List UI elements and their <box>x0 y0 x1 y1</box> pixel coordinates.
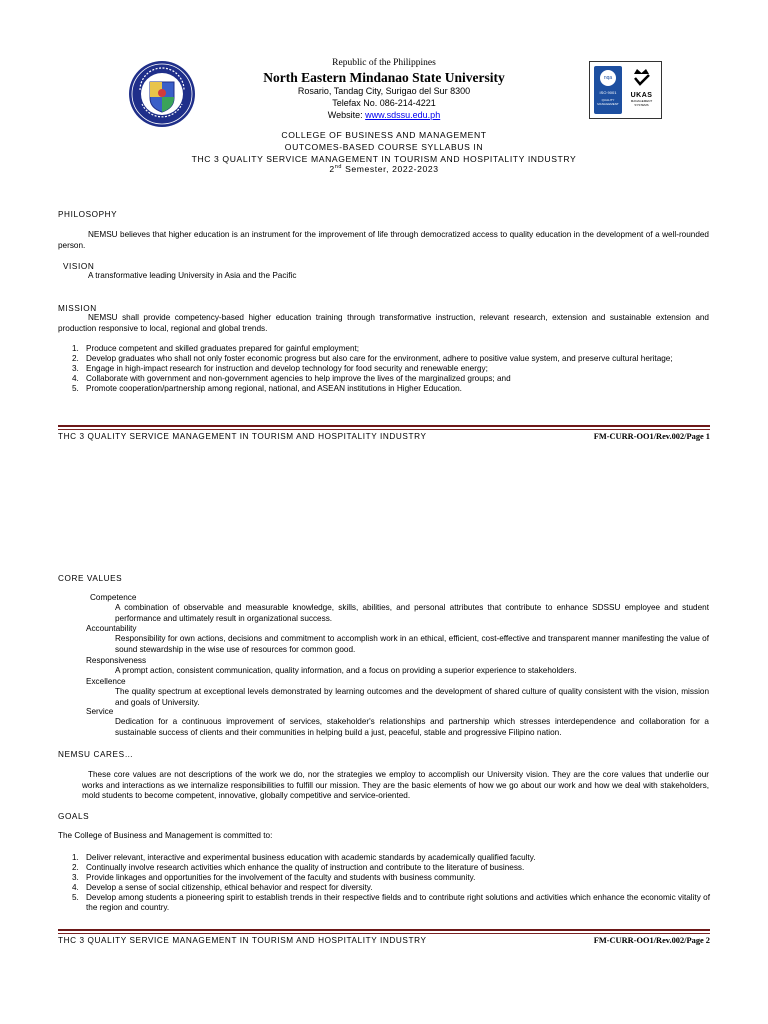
list-item: 5. Develop among students a pioneering spirit to establish trends in their respective fields and to contribute right solutions and activities which enhance the economic vitality of the region and country. <box>72 893 710 912</box>
core-value-desc: Dedication for a continuous improvement of services, stakeholder's relationships and partnership which stresses interdependence and collaboration for a sustainable success of clients and their communities in helping build a just, peaceful, stable and progressive Filipino nation. <box>115 717 709 737</box>
list-item: 4. Collaborate with government and non-government agencies to help improve the lives of the marginalized groups; and <box>72 374 511 383</box>
ukas-sub: MANAGEMENT SYSTEMS <box>630 99 653 107</box>
footer-rule-bottom <box>58 933 710 934</box>
nqa-block <box>594 66 622 114</box>
list-item: 3. Engage in high-impact research for instruction and develop technology for food security and renewable energy; <box>72 364 488 373</box>
semester-sup: nd <box>334 164 343 171</box>
list-item: 1. Produce competent and skilled graduates prepared for gainful employment; <box>72 344 360 353</box>
list-item: 2. Develop graduates who shall not only foster economic progress but also care for the environment, adhere to positive value system, and preserve cultural heritage; <box>72 354 673 363</box>
semester-line <box>0 164 768 174</box>
core-values-heading: CORE VALUES <box>58 574 123 583</box>
doc-type-line: OUTCOMES-BASED COURSE SYLLABUS IN <box>284 142 484 152</box>
crown-check-icon <box>626 66 657 90</box>
college-line: COLLEGE OF BUSINESS AND MANAGEMENT <box>281 130 487 140</box>
mission-list <box>58 344 710 394</box>
footer-title: THC 3 QUALITY SERVICE MANAGEMENT IN TOURISM AND HOSPITALITY INDUSTRY <box>58 432 427 441</box>
core-value-desc: A combination of observable and measurable knowledge, skills, abilities, and personal attributes that contribute to enhance SDSSU employee and student performance and ultimately result in organizational success. <box>115 603 709 623</box>
core-value-desc: Responsibility for own actions, decisions and commitment to accomplish work in an ethical, efficient, cost-effective and transparent manner manifesting the value of sound stewardship in the wise use of resources for common good. <box>115 634 709 654</box>
core-value-name: Responsiveness <box>86 656 147 665</box>
course-title-line: THC 3 QUALITY SERVICE MANAGEMENT IN TOURISM AND HOSPITALITY INDUSTRY <box>191 154 577 164</box>
goals-list <box>58 853 710 913</box>
core-value-name: Service <box>86 707 114 716</box>
certification-logo <box>589 61 662 119</box>
website-link[interactable]: www.sdssu.edu.ph <box>365 110 441 120</box>
core-value-desc: A prompt action, consistent communication, quality information, and a focus on providing a superior experience to stakeholders. <box>115 666 577 675</box>
list-item: 3. Provide linkages and opportunities for the involvement of the faculty and students with business community. <box>72 873 476 882</box>
ukas-label: UKAS <box>630 92 653 99</box>
vision-heading: VISION <box>63 262 95 271</box>
philosophy-text: NEMSU believes that higher education is an instrument for the improvement of life through democratized access to quality education in the development of a well-rounded person. <box>58 230 709 250</box>
semester-rest: Semester, 2022-2023 <box>342 164 439 174</box>
list-item: 4. Develop a sense of social citizenship, ethical behavior and respect for diversity. <box>72 883 373 892</box>
core-value-desc: The quality spectrum at exceptional levels demonstrated by learning outcomes and the development of shared culture of quality consistent with the vision, mission and goals of University. <box>115 687 709 707</box>
list-item: 5. Promote cooperation/partnership among regional, national, and ASEAN institutions in Higher Education. <box>72 384 462 393</box>
footer-title: THC 3 QUALITY SERVICE MANAGEMENT IN TOURISM AND HOSPITALITY INDUSTRY <box>58 936 427 945</box>
footer-rule-bottom <box>58 429 710 430</box>
core-value-name: Accountability <box>86 624 137 633</box>
mission-text: NEMSU shall provide competency-based higher education training through transformative instruction, relevant research, extension and sustainable extension and production responsive to local, regional and global trends. <box>58 313 709 333</box>
footer-rule-top <box>58 929 710 931</box>
footer-rule-top <box>58 425 710 427</box>
website-label: Website: <box>327 110 366 120</box>
core-value-name: Competence <box>90 593 137 602</box>
philosophy-heading: PHILOSOPHY <box>58 210 118 219</box>
ukas-block <box>626 66 657 114</box>
iso-label: ISO 9001 <box>599 90 617 95</box>
mission-heading: MISSION <box>58 304 97 313</box>
footer-page-code: FM-CURR-OO1/Rev.002/Page 1 <box>593 432 710 441</box>
nemsu-cares-text: These core values are not descriptions of the work we do, nor the strategies we employ to accomplish our University vision. They are the core values that underlie our works and interactions as we internalize responsibilities to fulfill our mission. They are the basic elements of how we go about our work and how we deal with stakeholders, mold students to become competent, innovative, globally competitive and service-oriented. <box>82 770 709 800</box>
goals-intro: The College of Business and Management is committed to: <box>58 831 273 840</box>
semester-num: 2 <box>329 164 335 174</box>
list-item: 2. Continually involve research activities which enhance the quality of instruction and contribute to the literature of business. <box>72 863 525 872</box>
republic-line: Republic of the Philippines <box>332 58 436 68</box>
list-item: 1. Deliver relevant, interactive and experimental business education with academic standards by academically qualified faculty. <box>72 853 536 862</box>
vision-text: A transformative leading University in Asia and the Pacific <box>88 271 297 280</box>
qms-label: QUALITY MANAGEMENT <box>597 98 619 106</box>
nqa-mark: nqa <box>600 70 616 86</box>
nemsu-cares-heading: NEMSU CARES… <box>58 750 134 759</box>
footer-page-code: FM-CURR-OO1/Rev.002/Page 2 <box>593 936 710 945</box>
telefax-line: Telefax No. 086-214-4221 <box>332 98 436 108</box>
address-line: Rosario, Tandag City, Surigao del Sur 8300 <box>297 86 471 96</box>
university-name: North Eastern Mindanao State University <box>263 70 505 85</box>
goals-heading: GOALS <box>58 812 90 821</box>
core-value-name: Excellence <box>86 677 126 686</box>
